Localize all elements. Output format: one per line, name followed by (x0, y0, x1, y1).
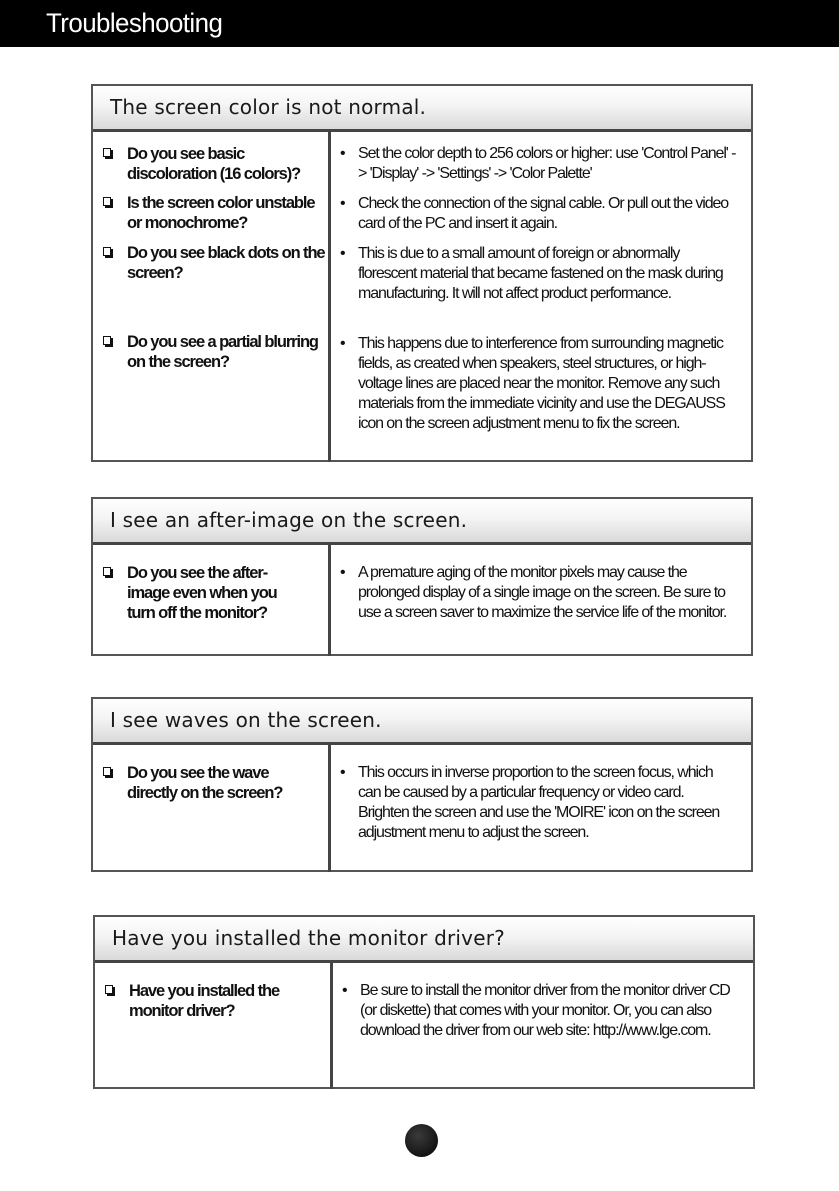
section-after-image (91, 497, 753, 656)
column-divider (330, 961, 333, 1089)
answer-text: A premature aging of the monitor pixels may cause the prolonged display of a single image on the screen. Be sure to use a screen saver to maximize the service life of the monitor. (358, 564, 727, 621)
question-text: Do you see black dots on the screen? (127, 244, 325, 282)
answer-item (340, 144, 738, 184)
question-item (127, 763, 307, 803)
checkbox-square-icon (103, 197, 111, 206)
section-heading-bar (93, 499, 751, 545)
bullet-icon: • (340, 564, 345, 581)
page-number-dot (405, 1124, 438, 1157)
checkbox-square-icon (103, 767, 111, 776)
question-text: Is the screen color unstable or monochrome? (127, 194, 315, 232)
checkbox-square-icon (103, 336, 111, 345)
answer-item (340, 194, 738, 234)
bullet-icon: • (340, 195, 345, 212)
answer-item (340, 244, 738, 304)
answer-text: This occurs in inverse proportion to the screen focus, which can be caused by a particular frequency or video card. Brighten the screen and use the 'MOIRE' icon on the screen adjustment menu to adjust the screen. (358, 764, 720, 841)
answer-text: Be sure to install the monitor driver from the monitor driver CD (or diskette) that comes with your monitor. Or, you can also download the driver from our web site: http://www.lge.com. (360, 982, 730, 1039)
question-item (127, 243, 327, 283)
section-heading: The screen color is not normal. (110, 95, 427, 119)
bullet-icon: • (340, 145, 345, 162)
answer-text: Set the color depth to 256 colors or higher: use 'Control Panel' -> 'Display' -> 'Settings' -> 'Color Palette' (358, 145, 736, 182)
section-heading-bar (95, 917, 753, 963)
checkbox-square-icon (105, 985, 113, 994)
column-divider (328, 130, 331, 462)
answer-item (340, 563, 738, 623)
column-divider (328, 743, 331, 872)
answer-text: This happens due to interference from surrounding magnetic fields, as created when speakers, steel structures, or high-voltage lines are placed near the monitor. Remove any such materials from the immediate vicinity and use the DEGAUSS icon on the screen adjustment menu to fix the screen. (358, 335, 725, 432)
section-monitor-driver (93, 915, 755, 1089)
section-heading-bar (93, 86, 751, 132)
section-heading: Have you installed the monitor driver? (112, 926, 505, 950)
question-item (127, 332, 327, 372)
question-text: Have you installed the monitor driver? (129, 982, 280, 1020)
checkbox-square-icon (103, 247, 111, 256)
bullet-icon: • (340, 335, 345, 352)
page-title: Troubleshooting (46, 8, 223, 38)
bullet-icon: • (340, 245, 345, 262)
answer-text: This is due to a small amount of foreign or abnormally florescent material that became fastened on the mask during manufacturing. It will not affect product performance. (358, 245, 723, 302)
column-divider (328, 543, 331, 656)
question-text: Do you see the wave directly on the screen? (127, 764, 283, 802)
section-heading-bar (93, 699, 751, 745)
header-bar (0, 0, 839, 47)
checkbox-square-icon (103, 148, 111, 157)
question-text: Do you see basic discoloration (16 colors)? (127, 145, 301, 183)
section-waves (91, 697, 753, 872)
question-text: Do you see a partial blurring on the screen? (127, 333, 318, 371)
section-color-not-normal (91, 84, 753, 462)
question-item (127, 193, 327, 233)
section-heading: I see an after-image on the screen. (110, 508, 468, 532)
question-text: Do you see the after-image even when you turn off the monitor? (127, 564, 277, 622)
answer-item (340, 763, 728, 843)
question-item (127, 563, 297, 623)
answer-text: Check the connection of the signal cable. Or pull out the video card of the PC and insert it again. (358, 195, 729, 232)
answer-item (340, 334, 738, 434)
question-item (129, 981, 309, 1021)
bullet-icon: • (342, 982, 347, 999)
question-item (127, 144, 327, 184)
bullet-icon: • (340, 764, 345, 781)
checkbox-square-icon (103, 567, 111, 576)
answer-item (342, 981, 740, 1041)
section-heading: I see waves on the screen. (110, 708, 382, 732)
